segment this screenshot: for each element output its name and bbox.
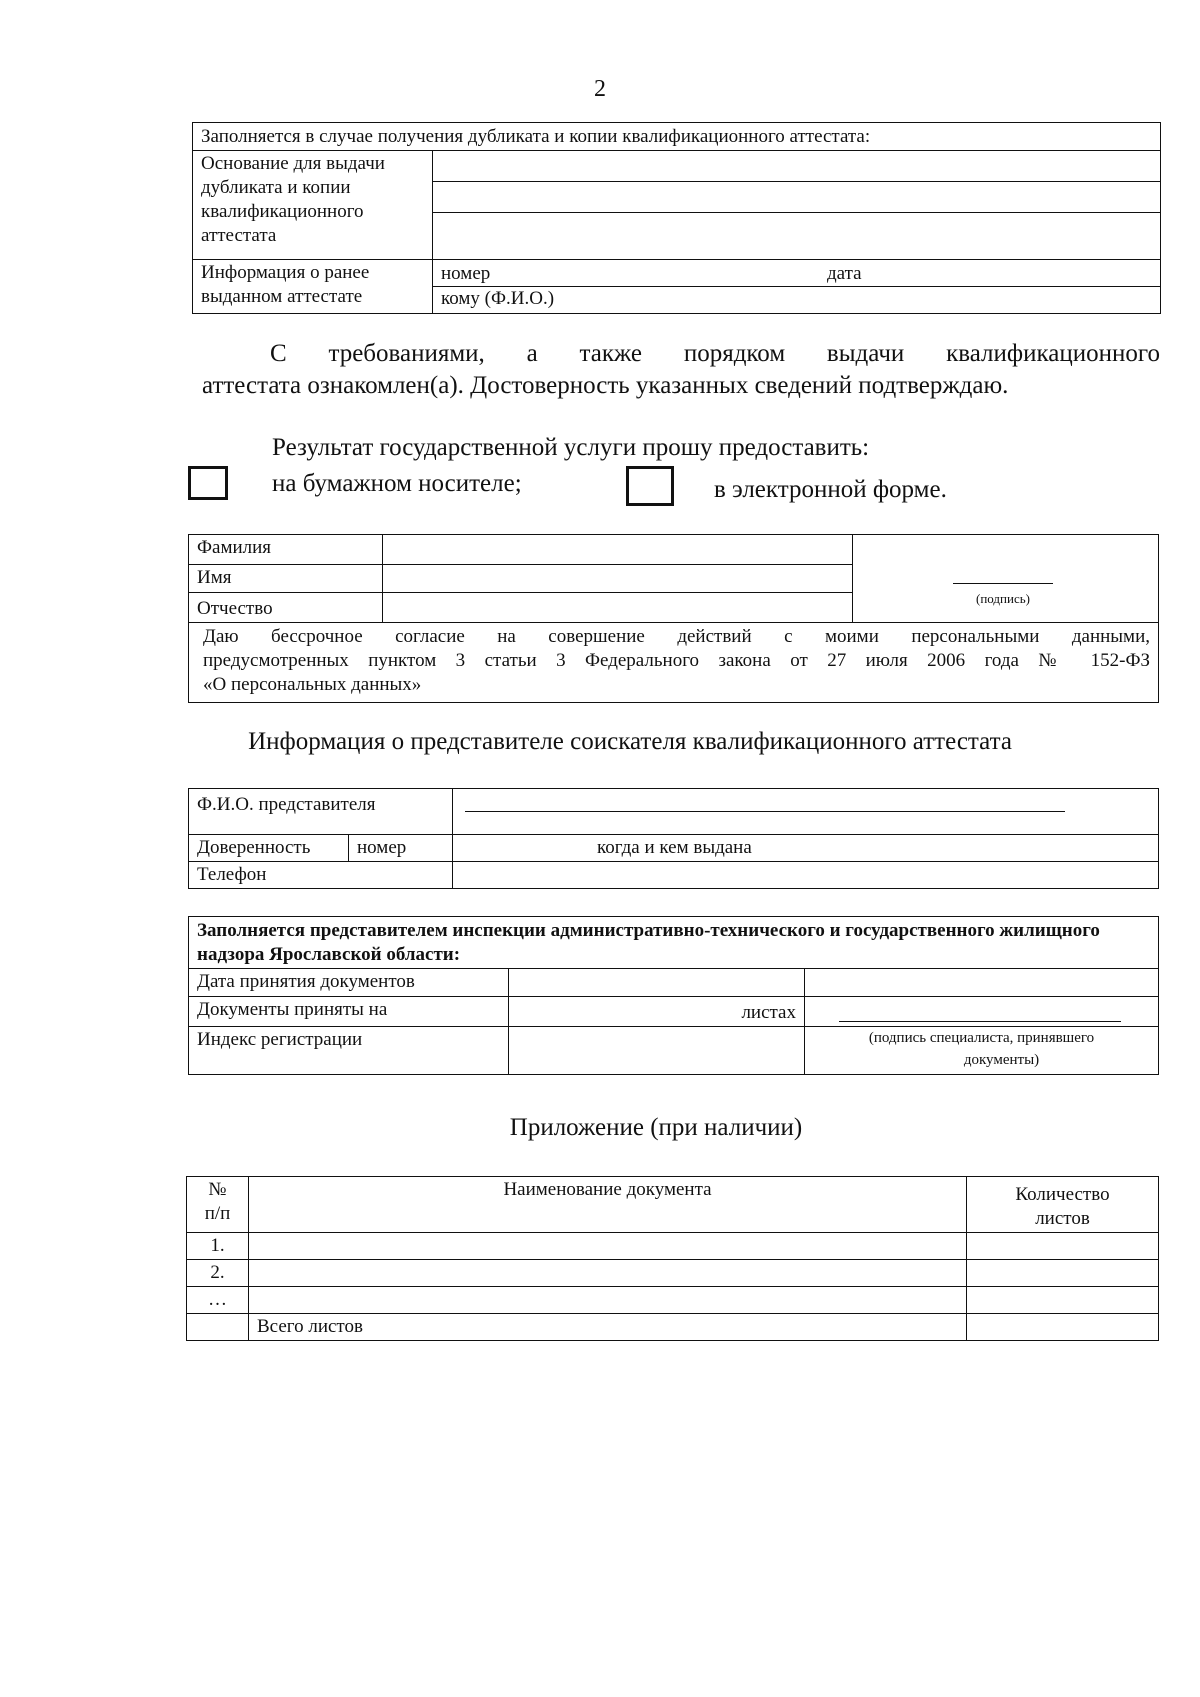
table-row-total <box>187 1314 1159 1341</box>
signature-line <box>953 583 1053 584</box>
table-row <box>187 1287 1159 1314</box>
docs-accepted-label: Документы приняты на <box>189 997 509 1027</box>
page-number: 2 <box>594 76 606 102</box>
phone-label: Телефон <box>189 862 453 889</box>
col-count-header-line-2: листов <box>1035 1208 1090 1229</box>
prev-number-label: номер <box>441 263 491 284</box>
sheets-label: листах <box>741 1002 796 1023</box>
representative-heading: Информация о представителе соискателя квалификационного аттестата <box>248 728 1012 755</box>
electronic-option-label: в электронной форме. <box>714 476 947 503</box>
registration-index-label: Индекс регистрации <box>189 1027 509 1075</box>
col-num-header-line-1: № <box>208 1179 227 1200</box>
registration-index-field[interactable] <box>509 1027 805 1075</box>
row-doc-name[interactable] <box>249 1260 967 1287</box>
name-label: Имя <box>189 565 383 593</box>
personal-signature-cell[interactable] <box>853 535 1159 623</box>
table-row <box>187 1233 1159 1260</box>
phone-field[interactable] <box>453 862 1159 889</box>
acceptance-date-label: Дата принятия документов <box>189 969 509 997</box>
consent-text <box>189 623 1159 703</box>
prev-attestat-field[interactable] <box>433 260 1161 314</box>
duplicate-header: Заполняется в случае получения дубликата и копии квалификационного аттестата: <box>193 123 1161 151</box>
power-issued-label: когда и кем выдана <box>597 837 752 858</box>
name-field[interactable] <box>383 565 853 593</box>
surname-field[interactable] <box>383 535 853 565</box>
power-of-attorney-label: Доверенность <box>189 835 349 862</box>
patronymic-label: Отчество <box>189 593 383 623</box>
acknowledgement-line-1: С требованиями, а также порядком выдачи квалификационного <box>270 340 1160 367</box>
power-issued-field[interactable] <box>453 835 1159 862</box>
basis-label: Основание для выдачи дубликата и копии квалификационного аттестата <box>193 151 433 260</box>
row-doc-name[interactable] <box>249 1287 967 1314</box>
col-name-header: Наименование документа <box>249 1177 967 1233</box>
inspection-header: Заполняется представителем инспекции административно-технического и государственного жилищного надзора Ярославской области: <box>189 917 1159 969</box>
row-doc-name[interactable] <box>249 1233 967 1260</box>
acceptance-date-field[interactable] <box>509 969 805 997</box>
col-num-header-line-2: п/п <box>204 1203 231 1224</box>
consent-line-2: предусмотренных пунктом 3 статьи 3 Федерального закона от 27 июля 2006 года № 152-ФЗ <box>203 650 1150 671</box>
col-count-header-line-1: Количество <box>1015 1184 1110 1205</box>
consent-line-1: Даю бессрочное согласие на совершение действий с моими персональными данными, <box>203 626 1150 647</box>
acknowledgement-line-2: аттестата ознакомлен(а). Достоверность указанных сведений подтверждаю. <box>202 372 1009 399</box>
row-number: 2. <box>187 1260 249 1287</box>
basis-field[interactable] <box>433 151 1161 260</box>
paper-option-label: на бумажном носителе; <box>272 470 522 497</box>
docs-sheets-field[interactable] <box>509 997 805 1027</box>
total-label: Всего листов <box>249 1314 967 1341</box>
total-sheet-count[interactable] <box>967 1314 1159 1341</box>
duplicate-table <box>192 122 1161 314</box>
appendix-table <box>186 1176 1159 1341</box>
appendix-heading: Приложение (при наличии) <box>509 1114 803 1141</box>
surname-label: Фамилия <box>189 535 383 565</box>
consent-line-3: «О персональных данных» <box>203 674 422 695</box>
inspection-signature-top <box>805 969 1159 997</box>
prev-attestat-label: Информация о ранее выданном аттестате <box>193 260 433 314</box>
row-sheet-count[interactable] <box>967 1287 1159 1314</box>
row-number: 1. <box>187 1233 249 1260</box>
representative-fio-label: Ф.И.О. представителя <box>189 789 453 835</box>
to-whom-label: кому (Ф.И.О.) <box>441 288 555 309</box>
signature-caption-line-1: (подпись специалиста, принявшего <box>868 1030 1095 1046</box>
specialist-signature-field[interactable] <box>805 997 1159 1027</box>
table-row <box>187 1260 1159 1287</box>
result-prompt: Результат государственной услуги прошу предоставить: <box>272 434 870 461</box>
col-num-header <box>187 1177 249 1233</box>
prev-date-label: дата <box>827 263 862 284</box>
inspection-table <box>188 916 1159 1075</box>
paper-checkbox[interactable] <box>188 466 228 500</box>
row-sheet-count[interactable] <box>967 1233 1159 1260</box>
personal-data-table <box>188 534 1159 703</box>
representative-fio-field[interactable] <box>453 789 1159 835</box>
power-number-label: номер <box>349 835 453 862</box>
signature-caption-line-2: документы) <box>963 1052 1040 1068</box>
total-row-number <box>187 1314 249 1341</box>
specialist-signature-caption <box>805 1027 1159 1075</box>
patronymic-field[interactable] <box>383 593 853 623</box>
signature-caption: (подпись) <box>976 591 1030 606</box>
electronic-checkbox[interactable] <box>626 466 674 506</box>
row-number: … <box>187 1287 249 1314</box>
col-count-header <box>967 1177 1159 1233</box>
row-sheet-count[interactable] <box>967 1260 1159 1287</box>
representative-table <box>188 788 1159 889</box>
